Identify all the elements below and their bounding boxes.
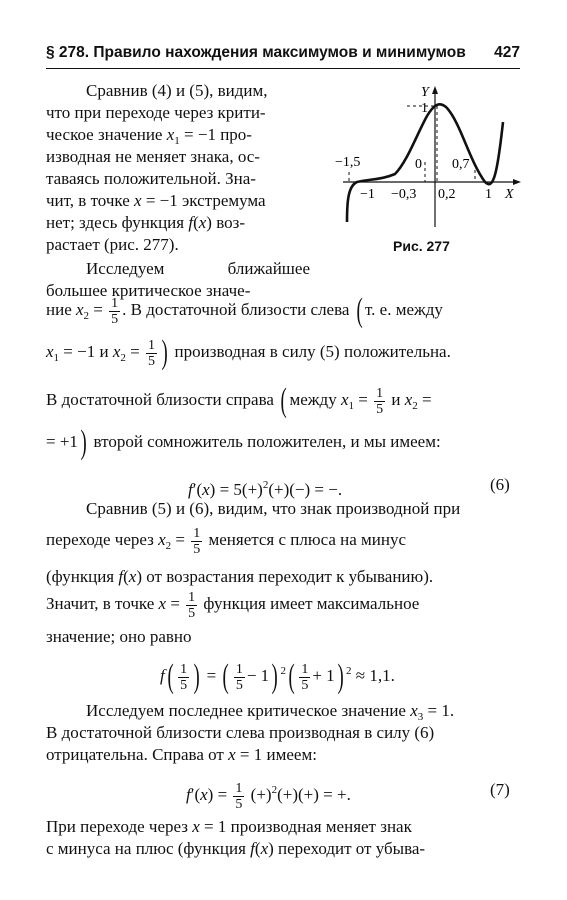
formula-7-number: (7) [490,780,510,799]
text-line-4: изводная не меняет знака, ос- [46,147,260,166]
figure-caption: Рис. 277 [393,238,450,254]
function-graph-figure [335,82,525,232]
page-number: 427 [494,44,520,61]
text-line-22: Исследуем последнее критическое значение $x_3 = 1$. [86,701,455,723]
y-axis-arrow [432,86,438,94]
fraction: $\frac{1}{5}$ [235,780,243,812]
text-line-10: большее критическое значе- [46,281,251,300]
axis-y-label: Y [421,85,429,100]
text-line-12: $x_1 = -1$ и $x_2$ = $\frac{1}{5}$ ) производная в силу (5) положительна. [46,334,451,372]
text-line-9: Исследуем ближайшее [86,259,310,278]
fraction: $\frac{1}{5}$ [376,385,384,417]
formula-6-number: (6) [490,475,510,494]
x-axis-arrow [513,179,521,185]
text-line-26: При переходе через x = 1 производная меняет знак [46,817,412,836]
text-line-16: Сравнив (5) и (6), видим, что знак производной при [86,499,461,518]
text-line-5: таваясь положительной. Зна- [46,169,256,188]
text-line-19: Значит, в точке x = $\frac{1}{5}$ функция имеет максимальное [46,589,420,621]
text-line-20: значение; оно равно [46,627,192,646]
formula-max-value: f( $\frac{1}{5}$ ) = ( $\frac{1}{5}$ − 1) $^2$( $\frac{1}{5}$ + 1) $^2$ ≈ 1,1. [160,658,395,696]
fraction: $\frac{1}{5}$ [188,589,196,621]
label-zero-seven: 0,7 [452,157,470,172]
text-line-8: растает (рис. 277). [46,235,179,254]
formula-6: $f'(x) = 5(+)^2(+)(-)$ = −. [188,479,343,499]
label-one-y: 1 [421,101,428,116]
fraction: $\frac{1}{5}$ [147,337,155,369]
text-line-6: чит, в точке x = −1 экстремума [46,191,266,210]
text-line-14: = +1) второй сомножитель положителен, и мы имеем: [46,424,441,462]
fraction: $\frac{1}{5}$ [111,295,119,327]
text-line-3: ческое значение $x_1 = -1$ про- [46,125,252,147]
label-zero: 0 [415,157,422,172]
label-neg-one: −1 [360,187,375,202]
label-one-x: 1 [485,187,492,202]
text-line-11: ние $x_2$ = $\frac{1}{5}$ . В достаточной близости слева ( т. е. между [46,292,443,330]
text-line-24: отрицательна. Справа от x = 1 имеем: [46,745,317,764]
axis-x-label: X [505,187,514,202]
text-line-23: В достаточной близости слева производная в силу (6) [46,723,435,742]
text-line-1: Сравнив (4) и (5), видим, [86,81,268,100]
label-neg-one-five: −1,5 [335,155,361,170]
page-header [46,42,520,69]
text-line-13: В достаточной близости справа ( между $x_1$ = $\frac{1}{5}$ и $x_2$ = [46,382,432,420]
text-line-17: переходе через $x_2$ = $\frac{1}{5}$ меняется с плюса на минус [46,525,407,557]
text-line-27: с минуса на плюс (функция f(x) переходит от убыва- [46,839,426,858]
label-zero-two: 0,2 [438,187,456,202]
text-line-18: (функция f(x) от возрастания переходит к убыванию). [46,567,434,586]
formula-7: f′(x) = $\frac{1}{5}$ $(+)^2(+)(+)$ = +. [186,780,351,812]
label-neg-zero-three: −0,3 [391,187,417,202]
text-line-7: нет; здесь функция f(x) воз- [46,213,245,232]
fraction: $\frac{1}{5}$ [193,525,201,557]
text-line-2: что при переходе через крити- [46,103,266,122]
section-title: § 278. Правило нахождения максимумов и минимумов [46,44,466,61]
